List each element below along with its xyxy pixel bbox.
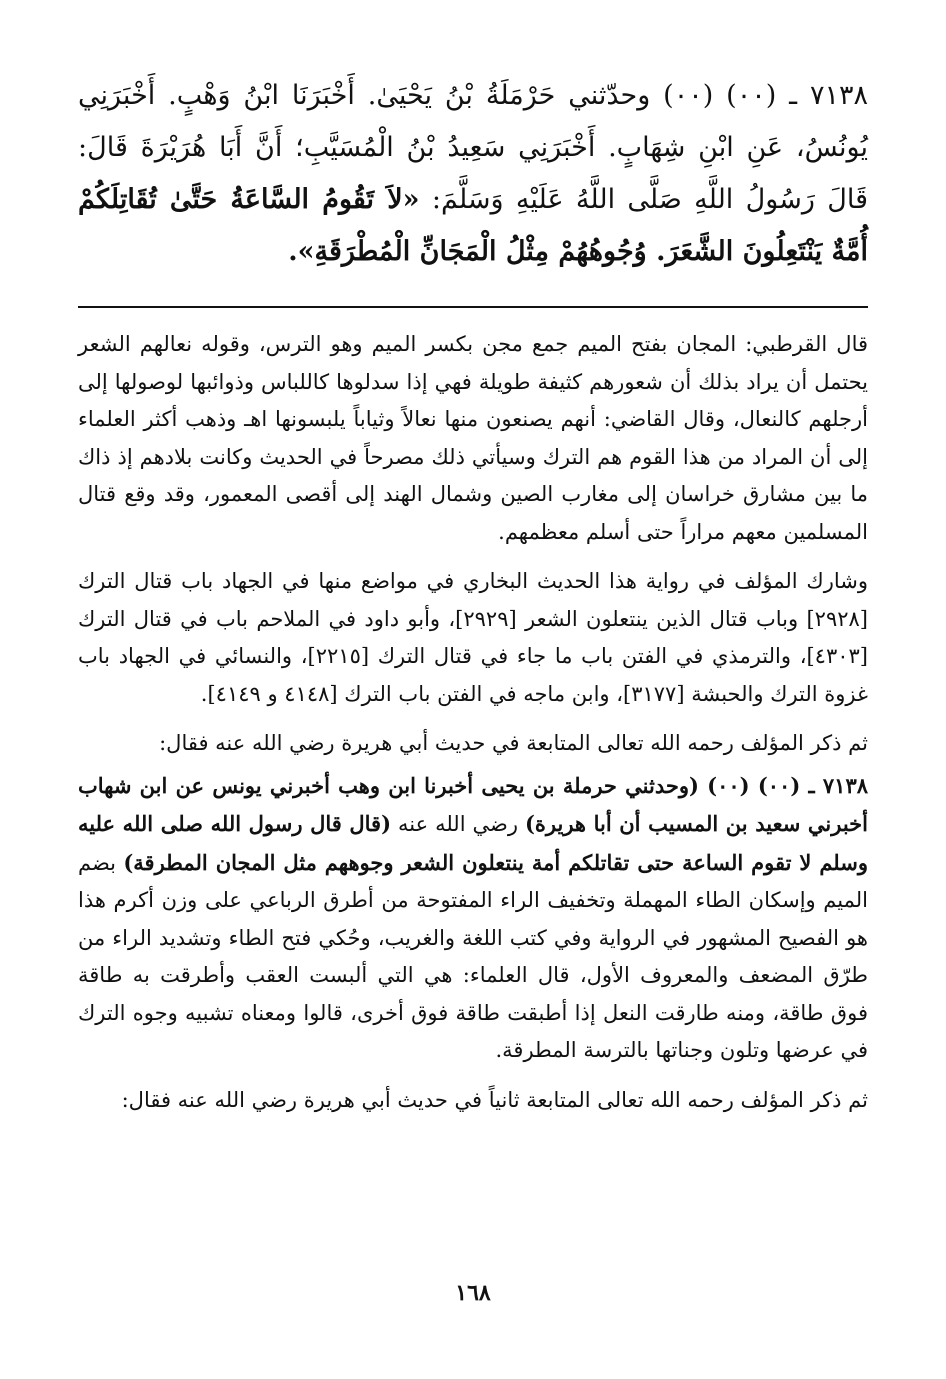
commentary-qurtubi: قال القرطبي: المجان بفتح الميم جمع مجن بكسر الميم وهو الترس، وقوله نعالهم الشعر يحتمل أن يراد بذلك أن شعورهم كثيفة طويلة فهي إذا سدلوها كاللباس وذوائبها لوصولها إلى أرجلهم كالنعال، وقال القاضي: أنهم يصنعون منها نعالاً وثياباً يلبسونها اهـ وذهب أكثر العلماء إلى أن المراد من هذا القوم هم الترك وسيأتي ذلك مصرحاً في الحديث وكانت بلادهم إذ ذاك ما بين مشارق خراسان إلى مغارب الصين وشمال الهند إلى أقصى المعمور، وقد وقع قتال المسلمين معهم مراراً حتى أسلم معظمهم. — [78, 332, 868, 544]
footnote-divider — [78, 306, 868, 308]
commentary-hadith-explanation — [78, 767, 868, 1070]
page-number: ١٦٨ — [455, 1280, 491, 1306]
book-page — [78, 70, 868, 1131]
hadith-chain: ٧١٣٨ ـ (٠٠) (٠٠) وحدّثني حَرْمَلَةُ بْنُ يَحْيَىٰ. أَخْبَرَنَا ابْنُ وَهْبٍ. أَخْبَرَنِي يُونُسُ، عَنِ ابْنِ شِهَابٍ. أَخْبَرَنِي سَعِيدُ بْنُ الْمُسَيَّبِ؛ أَنَّ أَبَا هُرَيْرَةَ قَالَ: قَالَ رَسُولُ اللَّهِ صَلَّى اللَّهُ عَلَيْهِ وَسَلَّمَ: — [78, 80, 869, 215]
hadith-text — [78, 70, 868, 278]
commentary-section — [78, 326, 868, 1119]
explanation-chain-bold: ٧١٣٨ ـ (٠٠) (٠٠) (وحدثني حرملة بن يحيى أخبرنا ابن وهب أخبرني يونس عن ابن شهاب أخبرني سعيد بن المسيب أن أبا هريرة) — [78, 772, 869, 836]
explanation-matn-bold: (قال قال رسول الله صلى الله عليه وسلم لا تقوم الساعة حتى تقاتلكم أمة ينتعلون الشعر وجوههم مثل المجان المطرقة) — [78, 811, 868, 875]
explanation-gloss: بضم الميم وإسكان الطاء المهملة وتخفيف الراء المفتوحة من أطرق الرباعي على وزن أكرم هذا هو الفصيح المشهور في الرواية وفي كتب اللغة والغريب، وحُكي فتح الطاء وتشديد الراء من طرّق المضعف والمعروف الأول، قال العلماء: هي التي ألبست العقب وأطرقت به طاقة فوق طاقة، ومنه طارقت النعل إذا أطبقت طاقة فوق أخرى، قالوا ومعناه تشبيه وجوه الترك في عرضها وتلون وجناتها بالترسة المطرقة. — [78, 850, 868, 1062]
explanation-radiallah: رضي الله عنه — [391, 812, 525, 836]
hadith-prophetic-text: «لاَ تَقُومُ السَّاعَةُ حَتَّىٰ تُقَاتِلَكُمْ أُمَّةٌ يَنْتَعِلُونَ الشَّعَرَ. وُجُوهُهُمْ مِثْلُ الْمَجَانِّ الْمُطْرَقَةِ». — [78, 184, 868, 267]
commentary-references: وشارك المؤلف في رواية هذا الحديث البخاري في مواضع منها في الجهاد باب قتال الترك [٢٩٢٨] وباب قتال الذين ينتعلون الشعر [٢٩٢٩]، وأبو داود في الملاحم باب في قتال الترك [٤٣٠٣]، والترمذي في الفتن باب ما جاء في قتال الترك [٢٢١٥]، والنسائي في الجهاد باب غزوة الترك والحبشة [٣١٧٧]، وابن ماجه في الفتن باب الترك [٤١٤٨ و ٤١٤٩]. — [78, 569, 868, 706]
commentary-mutabaa-intro: ثم ذكر المؤلف رحمه الله تعالى المتابعة في حديث أبي هريرة رضي الله عنه فقال: — [159, 731, 868, 755]
commentary-second-mutabaa: ثم ذكر المؤلف رحمه الله تعالى المتابعة ثانياً في حديث أبي هريرة رضي الله عنه فقال: — [121, 1087, 868, 1112]
